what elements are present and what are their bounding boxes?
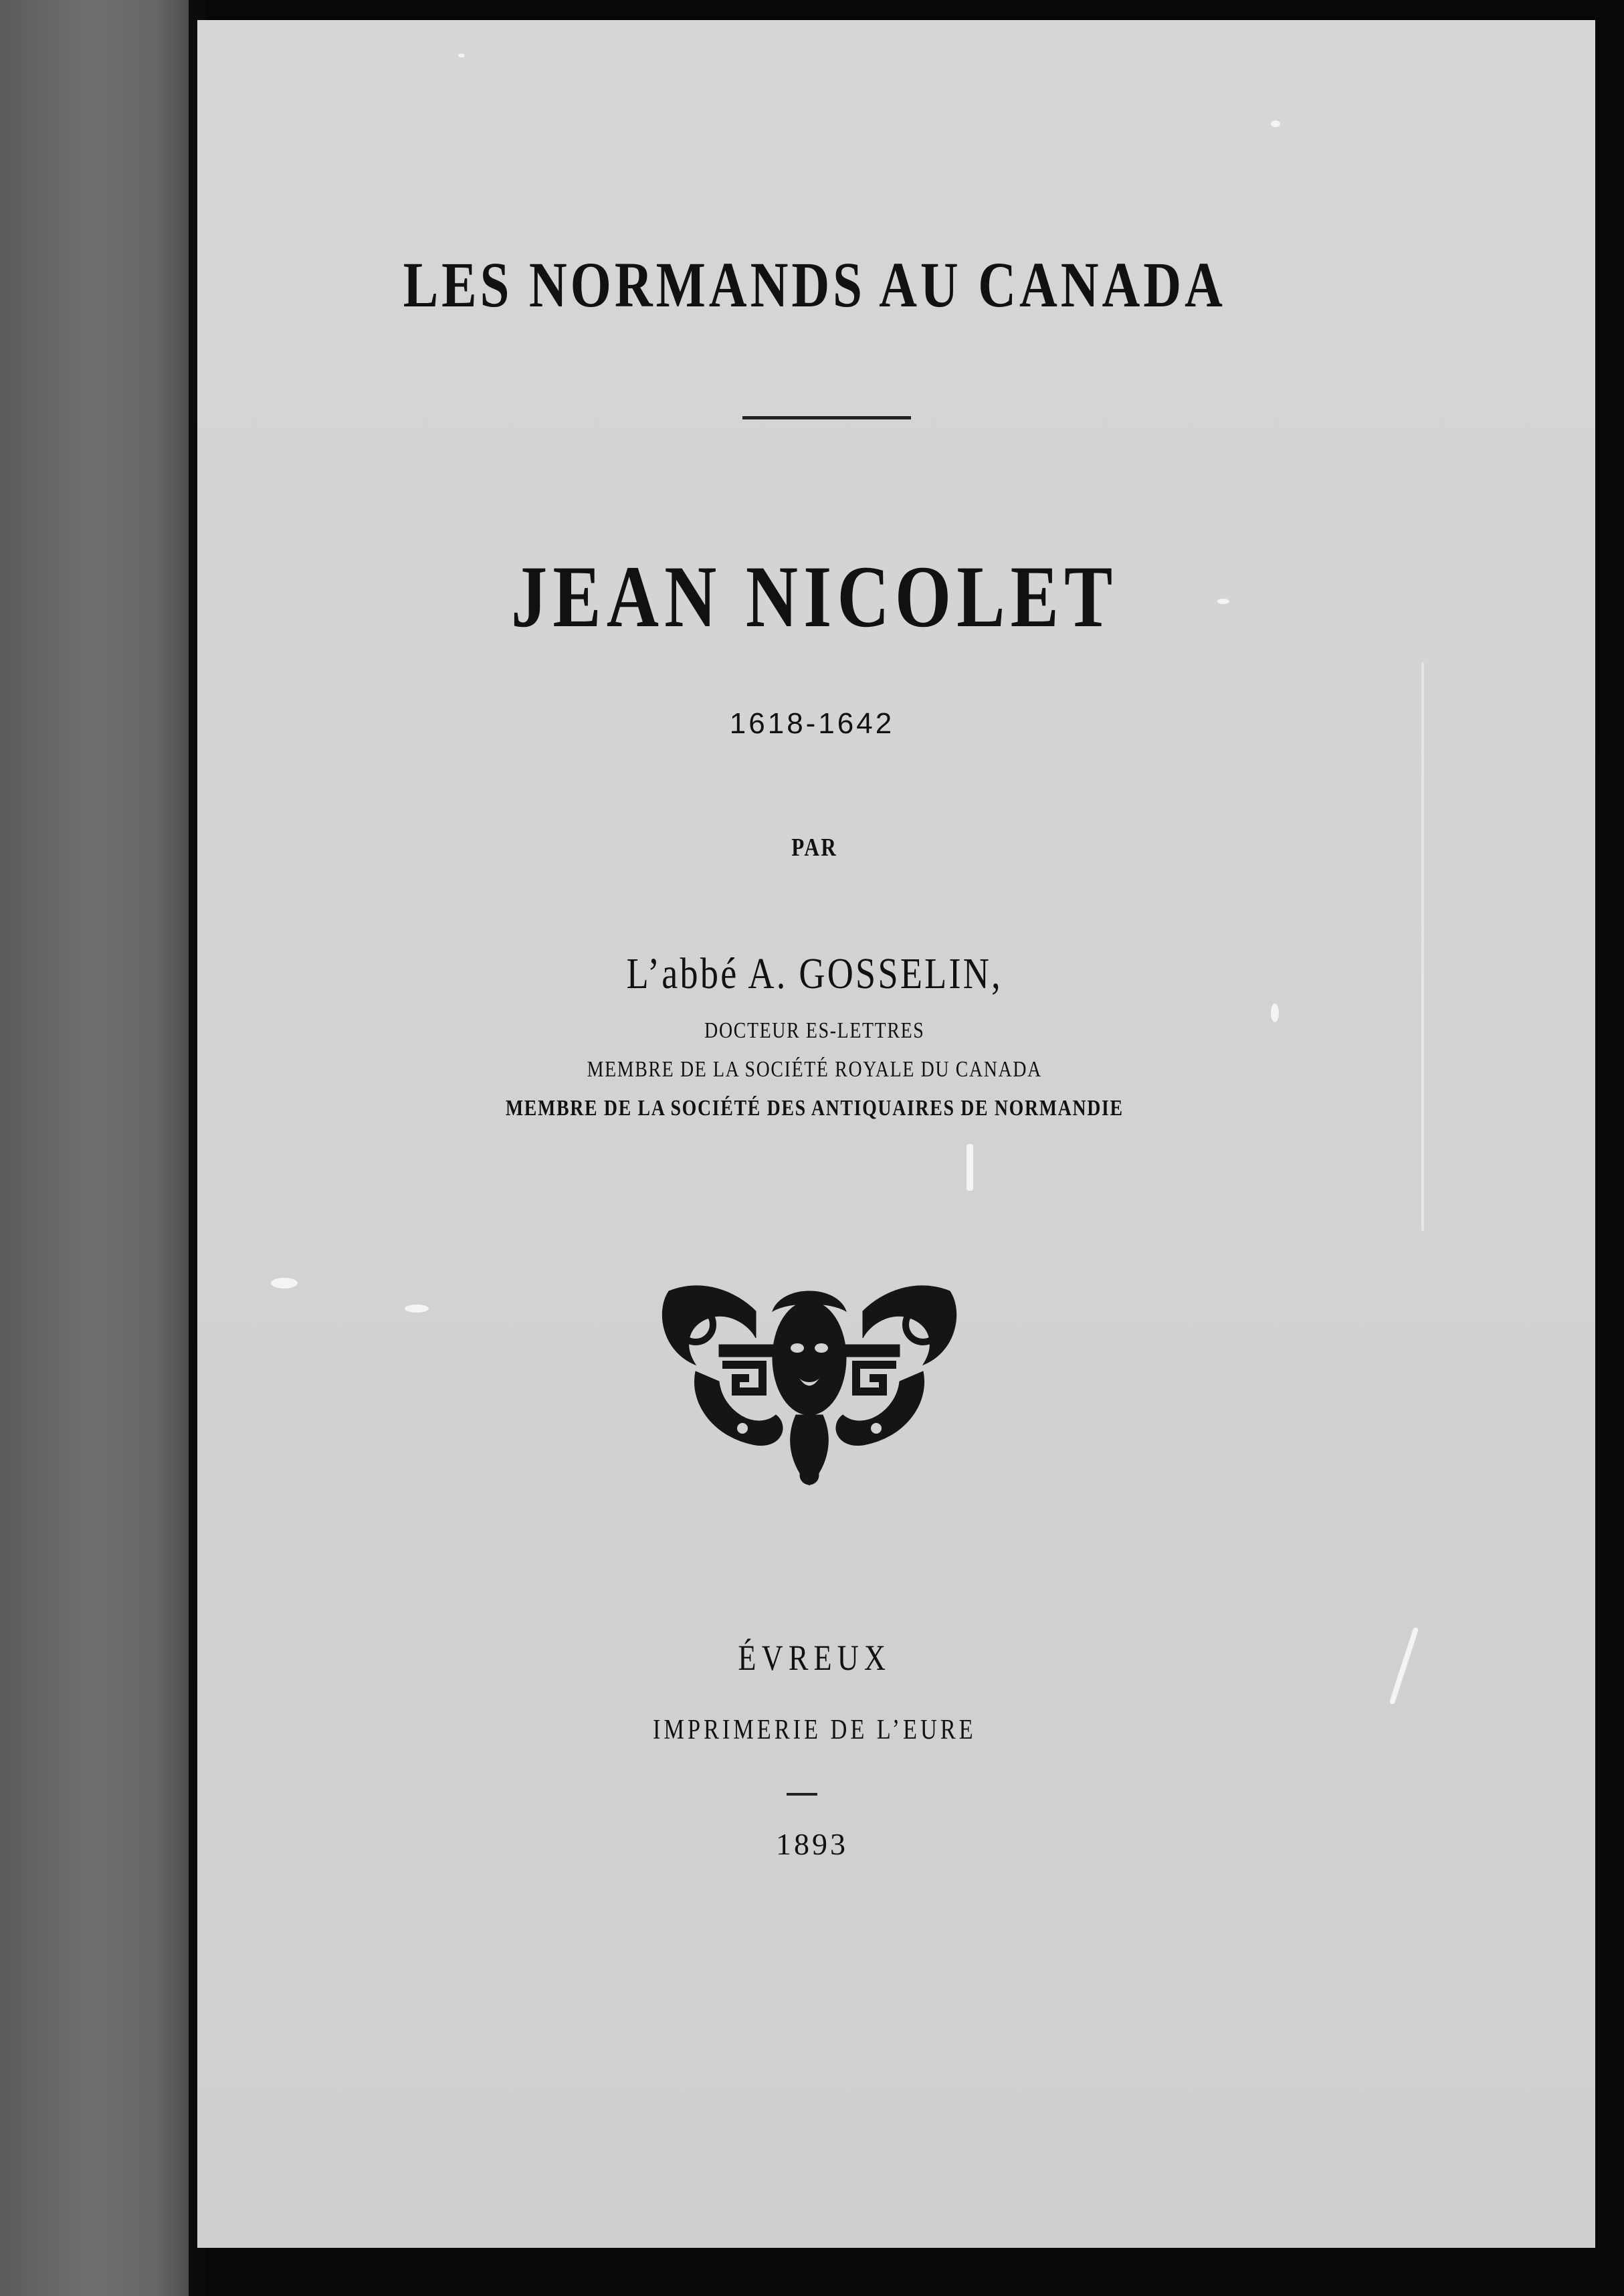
paper-speck <box>405 1305 429 1313</box>
author-credential: DOCTEUR ES-LETTRES <box>704 1018 925 1043</box>
imprint-city: ÉVREUX <box>738 1638 892 1678</box>
printers-ornament-mask-icon <box>655 1271 963 1492</box>
paper-speck <box>271 1278 298 1288</box>
author-credential: MEMBRE DE LA SOCIÉTÉ DES ANTIQUAIRES DE NORMANDIE <box>505 1096 1124 1121</box>
publication-year: 1893 <box>776 1827 848 1861</box>
author-credential: MEMBRE DE LA SOCIÉTÉ ROYALE DU CANADA <box>587 1057 1042 1082</box>
author-name: L’abbé A. GOSSELIN, <box>626 949 1003 998</box>
title-rule <box>742 416 911 419</box>
date-range: 1618-1642 <box>729 707 895 740</box>
imprint-rule <box>787 1793 817 1796</box>
book-spine <box>0 0 194 2296</box>
paper-speck <box>1271 120 1280 127</box>
imprint-printer: IMPRIMERIE DE L’EURE <box>652 1715 977 1745</box>
by-label: PAR <box>791 834 838 862</box>
paper-speck <box>458 54 465 58</box>
title-page <box>197 20 1595 2248</box>
paper-crease <box>1421 662 1424 1231</box>
main-title: JEAN NICOLET <box>511 547 1118 646</box>
paper-speck <box>967 1144 973 1191</box>
series-title: LES NORMANDS AU CANADA <box>403 249 1226 320</box>
